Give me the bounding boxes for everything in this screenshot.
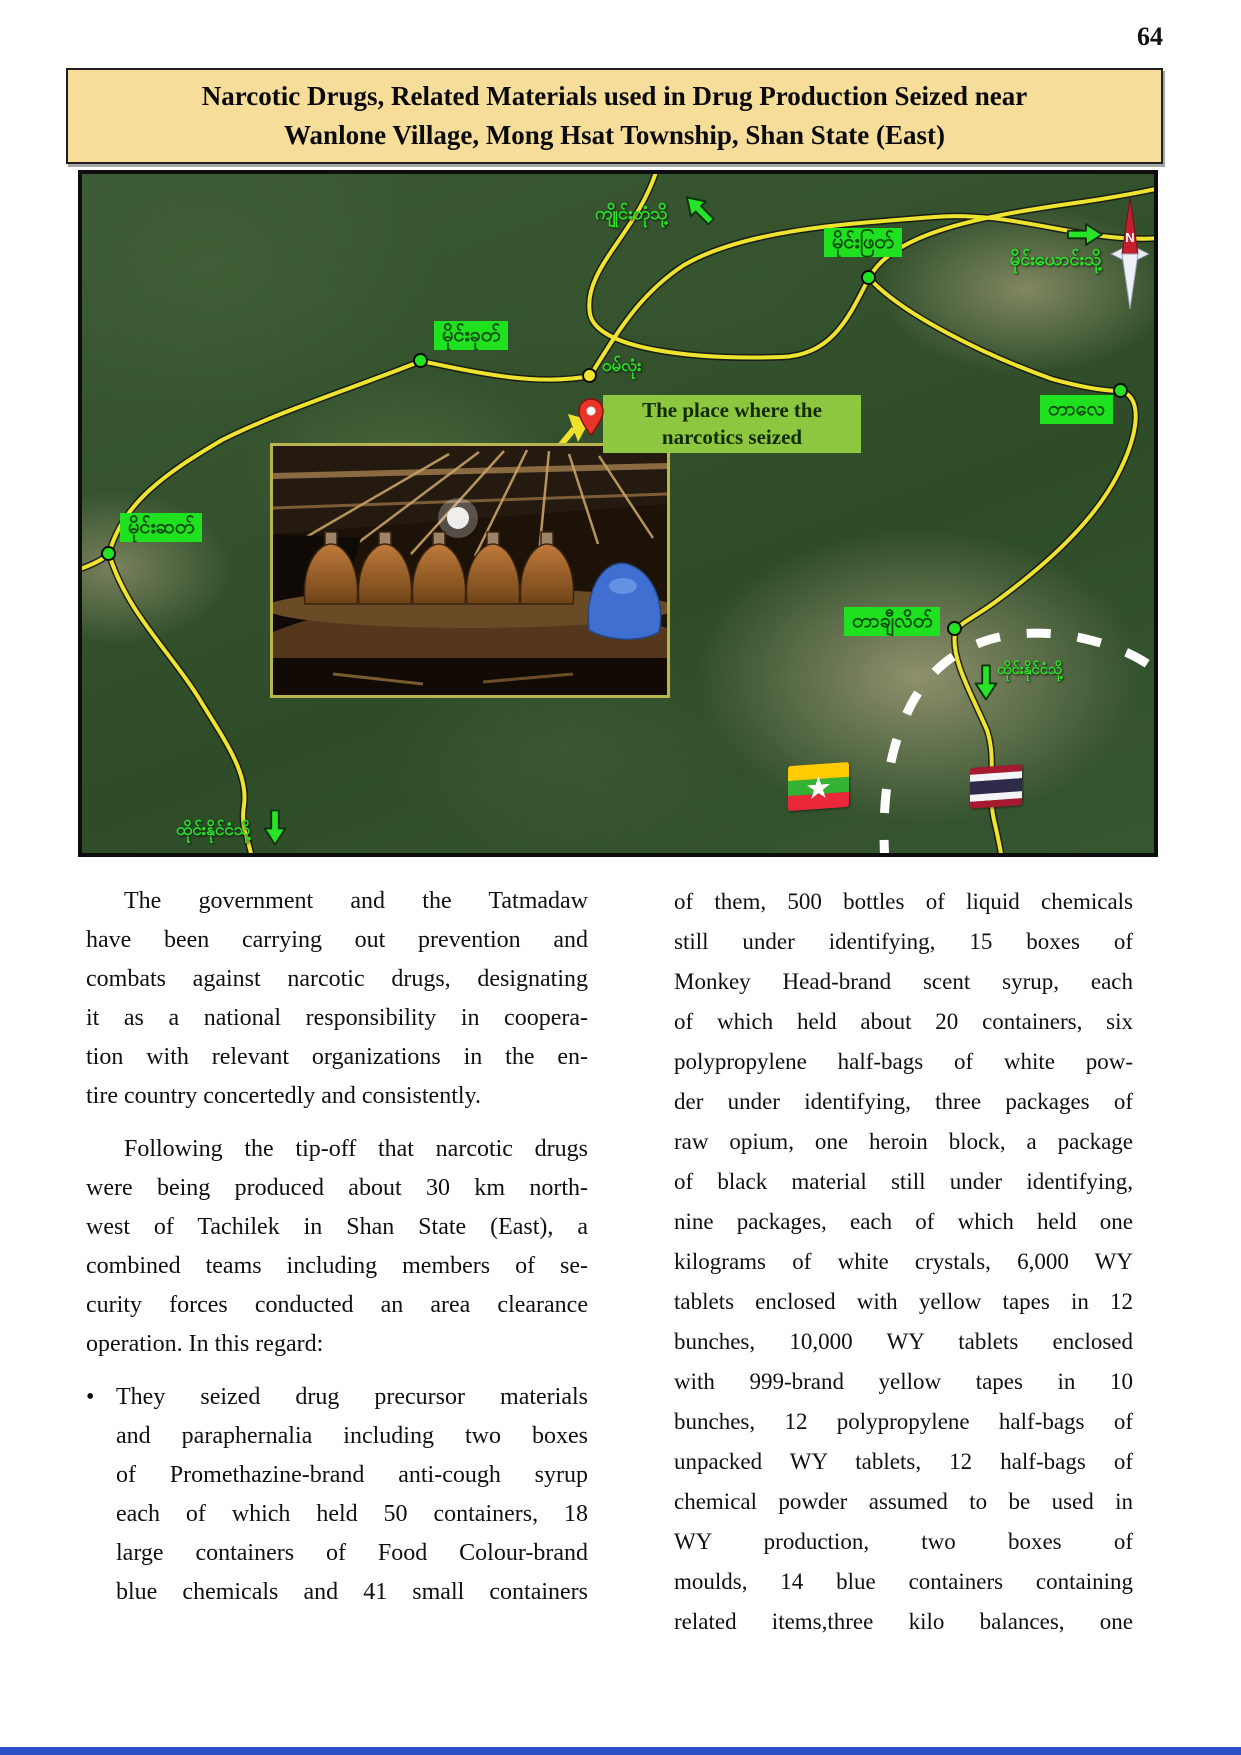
text-line: still under identifying, 15 boxes of xyxy=(674,929,1133,954)
text-line: large containers of Food Colour-brand xyxy=(116,1540,588,1566)
text-line: raw opium, one heroin block, a package xyxy=(674,1129,1133,1154)
text-line: Following the tip-off that narcotic drugs xyxy=(124,1136,588,1162)
bullet-item xyxy=(86,1378,588,1612)
map-label-tachileik: တာချီလိတ် xyxy=(844,607,940,636)
text-line: it as a national responsibility in coopera- xyxy=(86,1005,588,1031)
text-line: chemical powder assumed to be used in xyxy=(674,1489,1133,1514)
map-label-mong-phyat: မိုင်းဖြတ် xyxy=(824,228,902,257)
text-line: have been carrying out prevention and xyxy=(86,927,588,953)
text-line: curity forces conducted an area clearance xyxy=(86,1292,588,1318)
map-label-to-thailand-east: ထိုင်းနိုင်ငံသို့ xyxy=(997,661,1063,678)
map-label-wanlone: ဝမ်လုံး xyxy=(602,356,642,375)
paragraph-2 xyxy=(86,1130,588,1364)
production-camp-photo xyxy=(273,446,667,695)
thailand-flag xyxy=(970,764,1022,809)
paragraph-1 xyxy=(86,882,588,1116)
text-line: combats against narcotic drugs, designating xyxy=(86,966,588,992)
text-line: polypropylene half-bags of white pow- xyxy=(674,1049,1133,1074)
text-line: bunches, 12 polypropylene half-bags of xyxy=(674,1409,1133,1434)
town-marker-mong-khut xyxy=(413,353,428,368)
location-pin-icon xyxy=(578,398,604,436)
article-title-box xyxy=(66,68,1163,164)
text-line: They seized drug precursor materials xyxy=(116,1384,588,1410)
article-title-line1: Narcotic Drugs, Related Materials used in Drug Production Seized near xyxy=(201,81,1028,111)
text-line: unpacked WY tablets, 12 half-bags of xyxy=(674,1449,1133,1474)
text-line: tion with relevant organizations in the en- xyxy=(86,1044,588,1070)
text-line: were being produced about 30 km north- xyxy=(86,1175,588,1201)
town-marker-mong-phyat xyxy=(861,270,876,285)
right-text-column xyxy=(674,882,1133,1642)
text-line: with 999-brand yellow tapes in 10 xyxy=(674,1369,1133,1394)
text-line: The government and the Tatmadaw xyxy=(124,888,588,914)
map-label-to-thailand-south: ထိုင်းနိုင်ငံသို့ xyxy=(176,820,251,839)
text-line: nine packages, each of which held one xyxy=(674,1209,1133,1234)
bullet-text xyxy=(116,1378,588,1612)
place-label-line2: narcotics seized xyxy=(661,425,803,449)
text-line: WY production, two boxes of xyxy=(674,1529,1133,1554)
arrow-east-icon xyxy=(1066,221,1104,248)
text-line: west of Tachilek in Shan State (East), a xyxy=(86,1214,588,1240)
page-number: 64 xyxy=(1137,22,1163,51)
seizure-photo-inset xyxy=(270,443,670,698)
text-line: tablets enclosed with yellow tapes in 12 xyxy=(674,1289,1133,1314)
text-line: tire country concertedly and consistently. xyxy=(86,1083,481,1109)
town-marker-tarlay xyxy=(1113,383,1128,398)
map-label-mong-hsat: မိုင်းဆတ် xyxy=(120,513,202,542)
place-label-line1: The place where the xyxy=(642,398,822,422)
narcotics-place-label xyxy=(603,395,861,453)
bullet-marker: • xyxy=(86,1384,95,1410)
text-line: and paraphernalia including two boxes xyxy=(116,1423,588,1449)
arrow-south-border-icon xyxy=(262,809,289,847)
text-line: moulds, 14 blue containers containing xyxy=(674,1569,1133,1594)
text-line: combined teams including members of se- xyxy=(86,1253,588,1279)
town-marker-tachileik xyxy=(947,621,962,636)
compass-rose-icon xyxy=(1110,196,1150,311)
map-label-mong-khut: မိုင်းခုတ် xyxy=(434,321,508,350)
map-label-to-mong-yawng: မိုင်းယောင်းသို့ xyxy=(1010,249,1102,269)
myanmar-flag xyxy=(788,762,849,811)
arrow-south-icon xyxy=(973,664,1000,702)
town-marker-wanlone xyxy=(582,368,597,383)
text-line: of Promethazine-brand anti-cough syrup xyxy=(116,1462,588,1488)
map-label-to-kyaingtong: ကျိုင်းတုံသို့ xyxy=(595,203,668,223)
text-line: Monkey Head-brand scent syrup, each xyxy=(674,969,1133,994)
myanmar-star-icon: ★ xyxy=(805,770,832,807)
text-line: related items,three kilo balances, one xyxy=(674,1609,1133,1634)
town-marker-mong-hsat xyxy=(101,546,116,561)
compass-north-letter: N xyxy=(1125,230,1135,245)
text-line: each of which held 50 containers, 18 xyxy=(116,1501,588,1527)
text-line: of which held about 20 containers, six xyxy=(674,1009,1133,1034)
map-label-tarlay: တာလေ xyxy=(1040,395,1113,424)
article-title-line2: Wanlone Village, Mong Hsat Township, Shan State (East) xyxy=(284,120,945,150)
text-line: of black material still under identifying, xyxy=(674,1169,1133,1194)
page-bottom-blue-bar xyxy=(0,1747,1241,1755)
satellite-map xyxy=(78,170,1158,857)
text-line: kilograms of white crystals, 6,000 WY xyxy=(674,1249,1133,1274)
text-line: bunches, 10,000 WY tablets enclosed xyxy=(674,1329,1133,1354)
text-line: of them, 500 bottles of liquid chemicals xyxy=(674,889,1133,914)
text-line: der under identifying, three packages of xyxy=(674,1089,1133,1114)
left-text-column xyxy=(86,882,588,1612)
text-line: operation. In this regard: xyxy=(86,1331,324,1357)
text-line: blue chemicals and 41 small containers xyxy=(116,1579,588,1605)
